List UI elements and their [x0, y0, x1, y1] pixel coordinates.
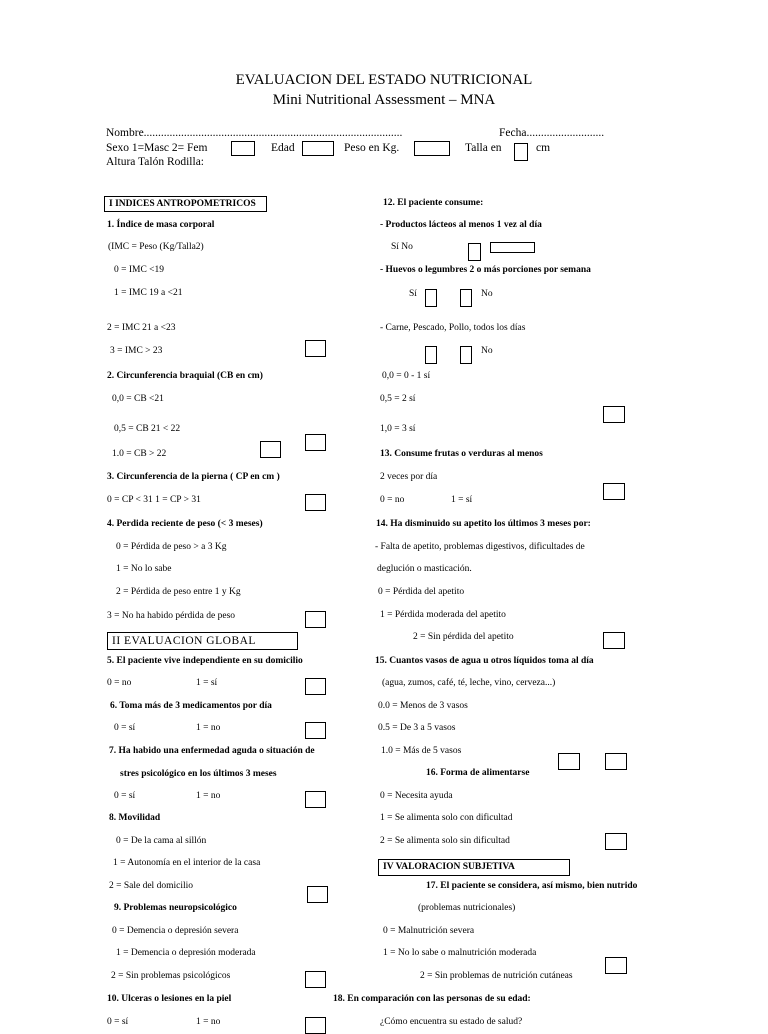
q4-label: 4. Perdida reciente de peso (< 3 meses): [107, 519, 263, 529]
q7-opt0: 0 = sí: [114, 791, 136, 801]
q12-score-box[interactable]: [603, 406, 625, 423]
sexo-box[interactable]: [231, 141, 255, 156]
document-subtitle: Mini Nutritional Assessment – MNA: [272, 92, 496, 108]
q8-opt2: 2 = Sale del domicilio: [109, 881, 193, 891]
q1-label: 1. Índice de masa corporal: [107, 220, 215, 230]
q12-lacteos-si-box[interactable]: [468, 243, 481, 261]
cm-label: cm: [536, 142, 551, 154]
q15-label: 15. Cuantos vasos de agua u otros líquidos toma al día: [375, 656, 594, 666]
q6-opt0: 0 = sí: [114, 723, 136, 733]
q1-formula: (IMC = Peso (Kg/Talla2): [108, 242, 204, 252]
q15-desc: (agua, zumos, café, té, leche, vino, cerveza...): [382, 678, 556, 688]
q12-lacteos-no-box[interactable]: [490, 242, 535, 253]
q15-score-box[interactable]: [558, 753, 580, 770]
edad-box[interactable]: [302, 141, 334, 156]
peso-label: Peso en Kg.: [344, 142, 400, 154]
q9-opt1: 1 = Demencia o depresión moderada: [116, 948, 256, 958]
q1-opt0: 0 = IMC <19: [114, 265, 165, 275]
q17-opt0: 0 = Malnutrición severa: [383, 926, 475, 936]
section-antropometricos: I INDICES ANTROPOMETRICOS: [104, 196, 267, 212]
q17-opt1: 1 = No lo sabe o malnutrición moderada: [383, 948, 537, 958]
q16-score-box[interactable]: [605, 753, 627, 770]
q16-extra-box[interactable]: [605, 833, 627, 850]
q12-opt1: 0,5 = 2 sí: [380, 394, 416, 404]
q6-score-box[interactable]: [305, 722, 326, 739]
q12-huevos: - Huevos o legumbres 2 o más porciones por semana: [380, 265, 591, 275]
q18-label: 18. En comparación con las personas de su edad:: [333, 994, 531, 1004]
q1-opt2: 2 = IMC 21 a <23: [107, 323, 176, 333]
q14-label: 14. Ha disminuido su apetito los últimos 3 meses por:: [376, 519, 591, 529]
q9-label: 9. Problemas neuropsicológico: [114, 903, 237, 913]
q6-opt1: 1 = no: [196, 723, 221, 733]
q13-score-box[interactable]: [603, 483, 625, 500]
q3-label: 3. Circunferencia de la pierna ( CP en cm ): [107, 472, 280, 482]
q4-opt1: 1 = No lo sabe: [116, 564, 172, 574]
q9-opt2: 2 = Sin problemas psicológicos: [111, 971, 231, 981]
q7-label: 7. Ha habido una enfermedad aguda o situación de: [109, 746, 315, 756]
q14-desc-cont: deglución o masticación.: [377, 564, 472, 574]
q12-huevos-no-box[interactable]: [460, 289, 472, 307]
q6-label: 6. Toma más de 3 medicamentos por día: [110, 701, 272, 711]
q12-huevos-si: Sí: [409, 289, 417, 299]
q17-score-box[interactable]: [605, 957, 627, 974]
q12-label: 12. El paciente consume:: [383, 198, 484, 208]
q14-opt1: 1 = Pérdida moderada del apetito: [380, 610, 506, 620]
q15-opt1: 0.5 = De 3 a 5 vasos: [378, 723, 456, 733]
q8-opt0: 0 = De la cama al sillón: [116, 836, 207, 846]
q12-opt0: 0,0 = 0 - 1 sí: [382, 371, 431, 381]
q12-opt2: 1,0 = 3 sí: [380, 424, 416, 434]
q12-huevos-si-box[interactable]: [425, 289, 437, 307]
q7-opt1: 1 = no: [196, 791, 221, 801]
talla-box[interactable]: [514, 143, 528, 161]
q14-opt0: 0 = Pérdida del apetito: [378, 587, 465, 597]
q8-label: 8. Movilidad: [109, 813, 161, 823]
altura-label: Altura Talón Rodilla:: [106, 156, 204, 168]
nombre-field: Nombre..........................................................................................: [106, 127, 403, 139]
q13-label-cont: 2 veces por día: [380, 472, 438, 482]
section-evaluacion-global: II EVALUACION GLOBAL: [107, 632, 298, 650]
q17-desc: (problemas nutricionales): [418, 903, 516, 913]
q14-desc: - Falta de apetito, problemas digestivos, dificultades de: [375, 542, 585, 552]
q9-score-box[interactable]: [305, 971, 326, 988]
q4-opt2: 2 = Pérdida de peso entre 1 y Kg: [116, 587, 241, 597]
sexo-label: Sexo 1=Masc 2= Fem: [106, 142, 208, 154]
fecha-field: Fecha...........................: [499, 127, 605, 139]
q5-opt1: 1 = sí: [196, 678, 218, 688]
q12-huevos-no: No: [481, 289, 493, 299]
q16-opt0: 0 = Necesita ayuda: [380, 791, 453, 801]
q7-score-box[interactable]: [305, 791, 326, 808]
talla-label: Talla en: [465, 142, 502, 154]
edad-label: Edad: [271, 142, 295, 154]
q16-label: 16. Forma de alimentarse: [426, 768, 530, 778]
q3-score-box[interactable]: [305, 494, 326, 511]
q5-label: 5. El paciente vive independiente en su domicilio: [107, 656, 303, 666]
q15-opt0: 0.0 = Menos de 3 vasos: [378, 701, 468, 711]
q3-opts: 0 = CP < 31 1 = CP > 31: [107, 495, 201, 505]
q12-carne-no-box[interactable]: [460, 346, 472, 364]
q13-opt0: 0 = no: [380, 495, 405, 505]
q2-score-box[interactable]: [305, 434, 326, 451]
q8-opt1: 1 = Autonomía en el interior de la casa: [113, 858, 261, 868]
q5-opt0: 0 = no: [107, 678, 132, 688]
q4-opt0: 0 = Pérdida de peso > a 3 Kg: [116, 542, 227, 552]
q4-opt3: 3 = No ha habido pérdida de peso: [107, 611, 236, 621]
peso-box[interactable]: [414, 141, 450, 156]
q2-opt1: 0,5 = CB 21 < 22: [114, 424, 181, 434]
q1-opt3: 3 = IMC > 23: [110, 346, 163, 356]
q12-carne-si-box[interactable]: [425, 346, 437, 364]
q10-opt0: 0 = sí: [107, 1017, 129, 1027]
q14-score-box[interactable]: [603, 632, 625, 649]
q17-label: 17. El paciente se considera, así mismo, bien nutrido: [426, 881, 638, 891]
q16-opt2: 2 = Se alimenta solo sin dificultad: [380, 836, 510, 846]
q13-opt1: 1 = sí: [451, 495, 473, 505]
q5-score-box[interactable]: [305, 678, 326, 695]
q12-lacteos-options: Sí No: [391, 242, 413, 252]
q12-carne-no: No: [481, 346, 493, 356]
q12-carne: - Carne, Pescado, Pollo, todos los días: [380, 323, 526, 333]
q7-label-cont: stres psicológico en los últimos 3 meses: [120, 769, 277, 779]
q14-opt2: 2 = Sin pérdida del apetito: [413, 632, 514, 642]
section-valoracion-subjetiva: IV VALORACION SUBJETIVA: [378, 859, 570, 876]
q10-opt1: 1 = no: [196, 1017, 221, 1027]
q2-extra-box[interactable]: [260, 441, 281, 458]
q1-score-box[interactable]: [305, 340, 326, 357]
q13-label: 13. Consume frutas o verduras al menos: [380, 449, 543, 459]
q8-score-box[interactable]: [307, 886, 328, 903]
q15-opt2: 1.0 = Más de 5 vasos: [381, 746, 462, 756]
q10-score-box[interactable]: [305, 1017, 326, 1034]
q16-opt1: 1 = Se alimenta solo con dificultad: [380, 813, 513, 823]
q2-opt2: 1.0 = CB > 22: [112, 449, 167, 459]
q18-desc: ¿Cómo encuentra su estado de salud?: [380, 1017, 523, 1027]
q17-opt2: 2 = Sin problemas de nutrición cutáneas: [420, 971, 573, 981]
q1-opt1: 1 = IMC 19 a <21: [114, 288, 183, 298]
q12-lacteos: - Productos lácteos al menos 1 vez al día: [380, 220, 542, 230]
q10-label: 10. Ulceras o lesiones en la piel: [107, 994, 232, 1004]
q9-opt0: 0 = Demencia o depresión severa: [112, 926, 239, 936]
q2-label: 2. Circunferencia braquial (CB en cm): [107, 371, 263, 381]
document-title: EVALUACION DEL ESTADO NUTRICIONAL: [235, 72, 533, 88]
q4-score-box[interactable]: [305, 611, 326, 628]
q2-opt0: 0,0 = CB <21: [112, 394, 164, 404]
